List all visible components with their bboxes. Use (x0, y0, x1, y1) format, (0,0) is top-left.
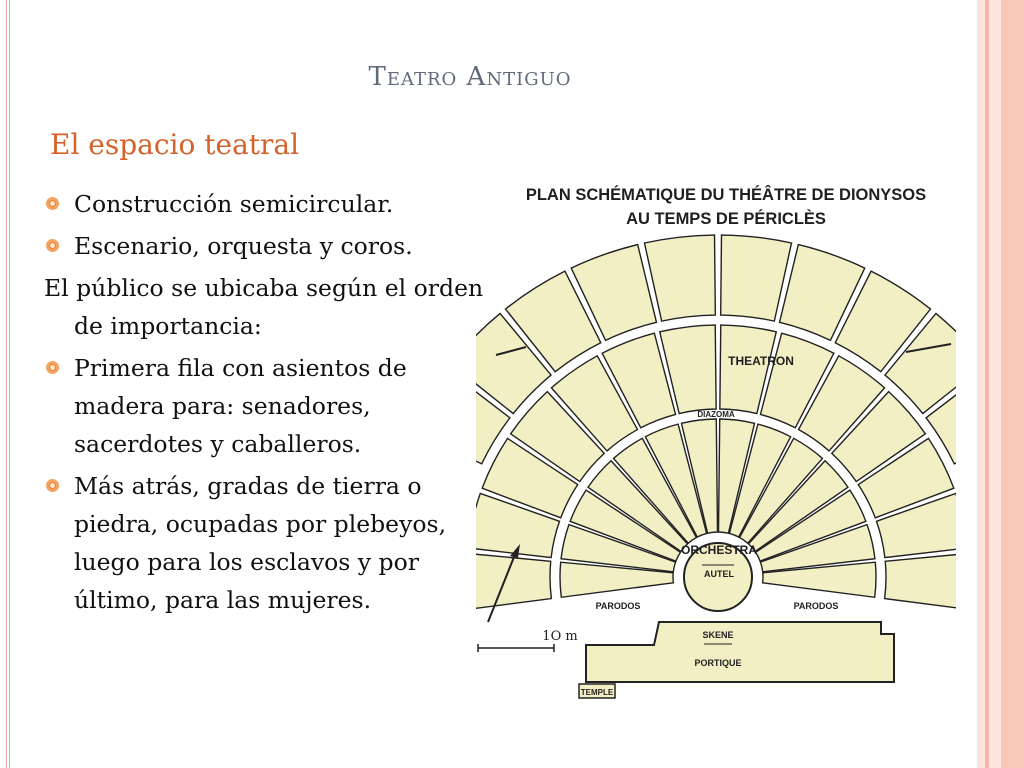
outer-seating-wedge (885, 553, 956, 609)
bullet-item (44, 467, 484, 619)
label-parodos-right: PARODOS (793, 601, 839, 611)
bullet-text: El público se ubicaba según el orden de importancia: (44, 274, 484, 340)
label-portique: PORTIQUE (694, 658, 742, 668)
slide-title: Teatro Antiguo (368, 62, 572, 92)
right-frame-band (977, 0, 985, 768)
label-autel: AUTEL (704, 569, 734, 579)
theatre-plan-diagram (476, 172, 956, 702)
slide-subtitle: El espacio teatral (50, 128, 300, 161)
bullet-dot-icon (46, 239, 59, 252)
skene-building (586, 622, 894, 682)
label-orchestra: ORCHESTRA (680, 543, 758, 557)
upper-seating-wedge (644, 235, 715, 321)
label-theatron: THEATRON (728, 354, 794, 368)
outer-seating-wedge (476, 553, 551, 609)
bullet-item (44, 227, 484, 265)
left-frame-line (6, 0, 10, 768)
plan-title-line2: AU TEMPS DE PÉRICLÈS (626, 210, 826, 228)
label-parodos-left: PARODOS (595, 601, 641, 611)
bullet-text: Más atrás, gradas de tierra o piedra, ocupadas por plebeyos, luego para los esclavos y por último, para las mujeres. (74, 472, 447, 614)
bullet-text: Construcción semicircular. (74, 190, 394, 218)
label-temple: TEMPLE (580, 688, 614, 697)
bullet-dot-icon (46, 197, 59, 210)
bullet-text: Primera fila con asientos de madera para: senadores, sacerdotes y caballeros. (74, 354, 407, 458)
label-scale: 1O m (542, 629, 578, 644)
upper-seating-wedge (721, 235, 792, 321)
bullet-item (44, 185, 484, 223)
bullet-list (44, 185, 484, 623)
bullet-text: Escenario, orquesta y coros. (74, 232, 413, 260)
bullet-dot-icon (46, 479, 59, 492)
label-skene: SKENE (702, 630, 734, 640)
right-frame-band (1001, 0, 1024, 768)
bullet-item-plain (44, 269, 484, 345)
bullet-dot-icon (46, 361, 59, 374)
bullet-item (44, 349, 484, 463)
plan-title-line1: PLAN SCHÉMATIQUE DU THÉÂTRE DE DIONYSOS (525, 186, 927, 204)
right-frame-band (989, 0, 1001, 768)
label-diazoma: DIAZOMA (697, 410, 735, 419)
